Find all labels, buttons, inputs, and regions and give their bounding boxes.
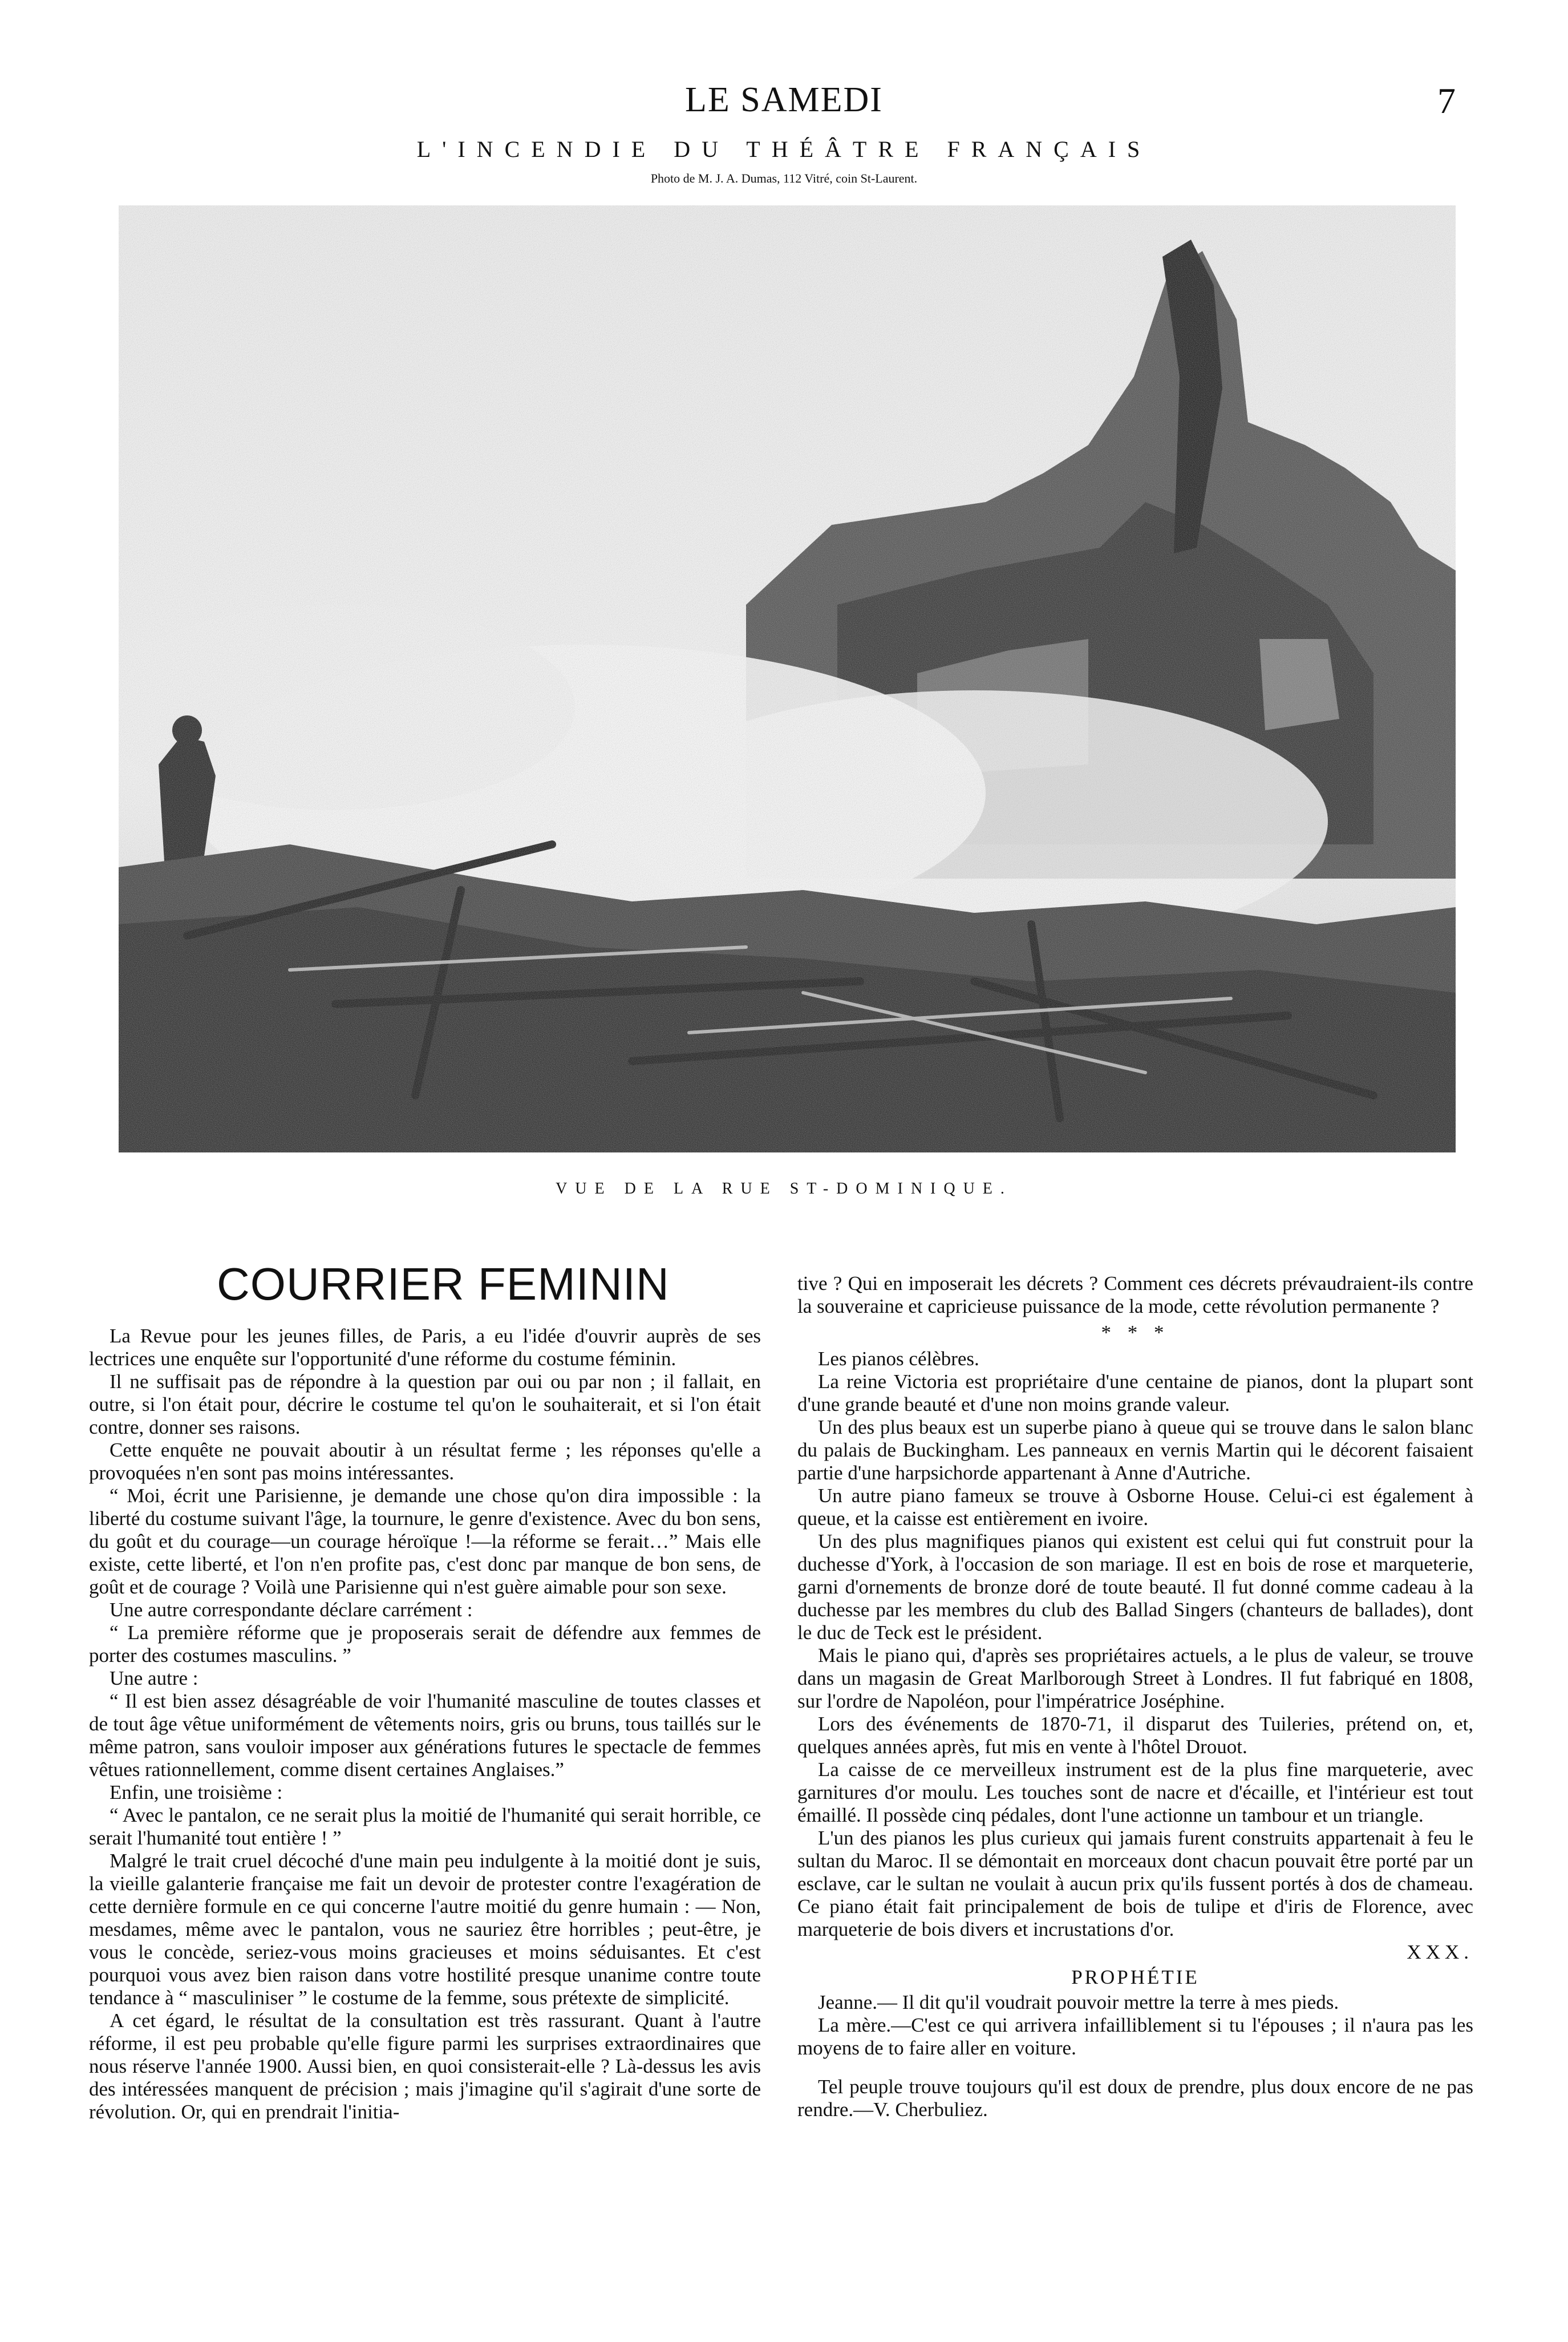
- paragraph: La reine Victoria est propriétaire d'une centaine de pianos, dont la plupart sont d'une grande beauté et d'une non moins grande valeur.: [797, 1370, 1473, 1415]
- photo-title: L'INCENDIE DU THÉÂTRE FRANÇAIS: [416, 136, 1152, 162]
- paragraph: Mais le piano qui, d'après ses propriétaires actuels, a le plus de valeur, se trouve dans un magasin de Great Marlborough Street à Londres. Il fut fabriqué en 1808, sur l'ordre de Napoléon, pour l'impératrice Joséphine.: [797, 1644, 1473, 1712]
- paragraph: Il ne suffisait pas de répondre à la question par oui ou par non ; il fallait, en outre, si l'on était pour, décrire le costume tel qu'on le souhaiterait, et si l'on était contre, donner ses raisons.: [89, 1370, 761, 1438]
- dialogue-line: Jeanne.— Il dit qu'il voudrait pouvoir mettre la terre à mes pieds.: [818, 1991, 1339, 2013]
- paragraph: “ La première réforme que je proposerais serait de défendre aux femmes de porter des costumes masculins. ”: [89, 1621, 761, 1666]
- paragraph: Une autre correspondante déclare carrément :: [110, 1599, 473, 1621]
- paragraph: “ Il est bien assez désagréable de voir l'humanité masculine de toutes classes et de tout âge vêtue uniformément de vêtements noirs, gris ou bruns, tous taillés sur le même patron, sans vouloir imposer aux générations futures le spectacle de femmes vêtues rationnellement, comme disent certaines Anglaises.”: [89, 1690, 761, 1781]
- paragraph: Un autre piano fameux se trouve à Osborne House. Celui-ci est également à queue, et la caisse est entièrement en ivoire.: [797, 1485, 1473, 1530]
- dialogue-line: La mère.—C'est ce qui arrivera infailliblement si tu l'épouses ; il n'aura pas les moyens de to faire aller en voiture.: [797, 2014, 1473, 2059]
- paragraph: La caisse de ce merveilleux instrument est de la plus fine marqueterie, avec garnitures d'or moulu. Les touches sont de nacre et d'écaille, et l'intérieur est tout émaillé. Il possède cinq pédales, dont l'une actionne un tambour et un triangle.: [797, 1758, 1473, 1826]
- paragraph: Lors des événements de 1870-71, il disparut des Tuileries, prétend on, et, quelques années après, fut mis en vente à l'hôtel Drouot.: [797, 1713, 1473, 1758]
- paragraph: Un des plus magnifiques pianos qui existent est celui qui fut construit pour la duchesse d'York, à l'occasion de son mariage. Il est en bois de rose et marqueterie, garni d'ornements de bronze doré de toute beauté. Il fut donné comme cadeau à la duchesse par les membres du club des Ballad Singers (chanteurs de ballades), dont le duc de Teck est le président.: [797, 1530, 1473, 1644]
- paragraph: “ Moi, écrit une Parisienne, je demande une chose qu'on dira impossible : la liberté du costume suivant l'âge, la tournure, le genre d'existence. Avec du bon sens, du goût et du courage—un courage héroïque !—la réforme se ferait…” Mais elle existe, cette liberté, et l'on n'en profite pas, c'est donc par manque de bon sens, de goût et de courage ? Voilà une Parisienne qui n'est guère aimable pour son sexe.: [89, 1485, 761, 1598]
- prophecy-heading: PROPHÉTIE: [1071, 1966, 1200, 1988]
- paragraph: Cette enquête ne pouvait aboutir à un résultat ferme ; les réponses qu'elle a provoquées n'en sont pas moins intéressantes.: [89, 1439, 761, 1484]
- paragraph: “ Avec le pantalon, ce ne serait plus la moitié de l'humanité qui serait horrible, ce serait l'humanité tout entière ! ”: [89, 1804, 761, 1849]
- masthead: LE SAMEDI: [685, 80, 883, 119]
- paragraph: Malgré le trait cruel décoché d'une main peu indulgente à la moitié dont je suis, la vieille galanterie française me fait un devoir de protester contre l'exagération de cette dernière formule en ce qui concerne l'autre moitié du genre humain : — Non, mesdames, même avec le pantalon, vous ne sauriez être horribles ; peut-être, je vous le concède, seriez-vous moins gracieuses et moins séduisantes. Et c'est pourquoi vous avez bien raison dans votre hostilité presque unanime contre toute tendance à “ masculiniser ” le costume de la femme, sous prétexte de simplicité.: [89, 1850, 761, 2009]
- page-number: 7: [1437, 80, 1456, 121]
- right-column: [797, 1272, 1473, 2121]
- photo-credit: Photo de M. J. A. Dumas, 112 Vitré, coin St-Laurent.: [650, 171, 918, 185]
- paragraph: La Revue pour les jeunes filles, de Paris, a eu l'idée d'ouvrir auprès de ses lectrices une enquête sur l'opportunité d'une réforme du costume féminin.: [89, 1325, 761, 1370]
- left-column: [89, 1325, 761, 2123]
- paragraph: Un des plus beaux est un superbe piano à queue qui se trouve dans le salon blanc du palais de Buckingham. Les panneaux en vernis Martin qui le décorent faisaient partie d'une harpsichorde appartenant à Anne d'Autriche.: [797, 1416, 1473, 1484]
- signature: XXX.: [1407, 1941, 1473, 1963]
- photo-caption: VUE DE LA RUE ST-DOMINIQUE.: [556, 1180, 1012, 1198]
- paragraph: Une autre :: [110, 1667, 198, 1689]
- paragraph: L'un des pianos les plus curieux qui jamais furent construits appartenait à feu le sultan du Maroc. Il se démontait en morceaux dont chacun pouvait être porté par un esclave, car le sultan ne voulait à aucun prix qu'ils fussent portés à dos de chameau. Ce piano était fait principalement de bois de tulipe et d'iris de Florence, avec marqueterie de bois divers et incrustations d'or.: [797, 1827, 1473, 1940]
- section-separator: * * *: [1101, 1321, 1170, 1344]
- paragraph: Enfin, une troisième :: [110, 1781, 283, 1803]
- paragraph: A cet égard, le résultat de la consultation est très rassurant. Quant à l'autre réforme, il est peu probable qu'elle figure parmi les surprises extraordinaires que nous réserve l'année 1900. Aussi bien, en quoi consisterait-elle ? Là-dessus les avis des intéressées manquent de précision ; mais j'imagine qu'il s'agirait d'une sorte de révolution. Or, qui en prendrait l'initia-: [89, 2009, 761, 2123]
- paragraph: tive ? Qui en imposerait les décrets ? Comment ces décrets prévaudraient-ils contre la souveraine et capricieuse puissance de la mode, cette révolution permanente ?: [797, 1272, 1473, 1317]
- paragraph: Les pianos célèbres.: [818, 1348, 979, 1370]
- article-title: COURRIER FEMININ: [217, 1259, 670, 1309]
- fire-ruins-photograph: [119, 205, 1456, 1152]
- closing-quote: Tel peuple trouve toujours qu'il est doux de prendre, plus doux encore de ne pas rendre.—V. Cherbuliez.: [797, 2076, 1473, 2121]
